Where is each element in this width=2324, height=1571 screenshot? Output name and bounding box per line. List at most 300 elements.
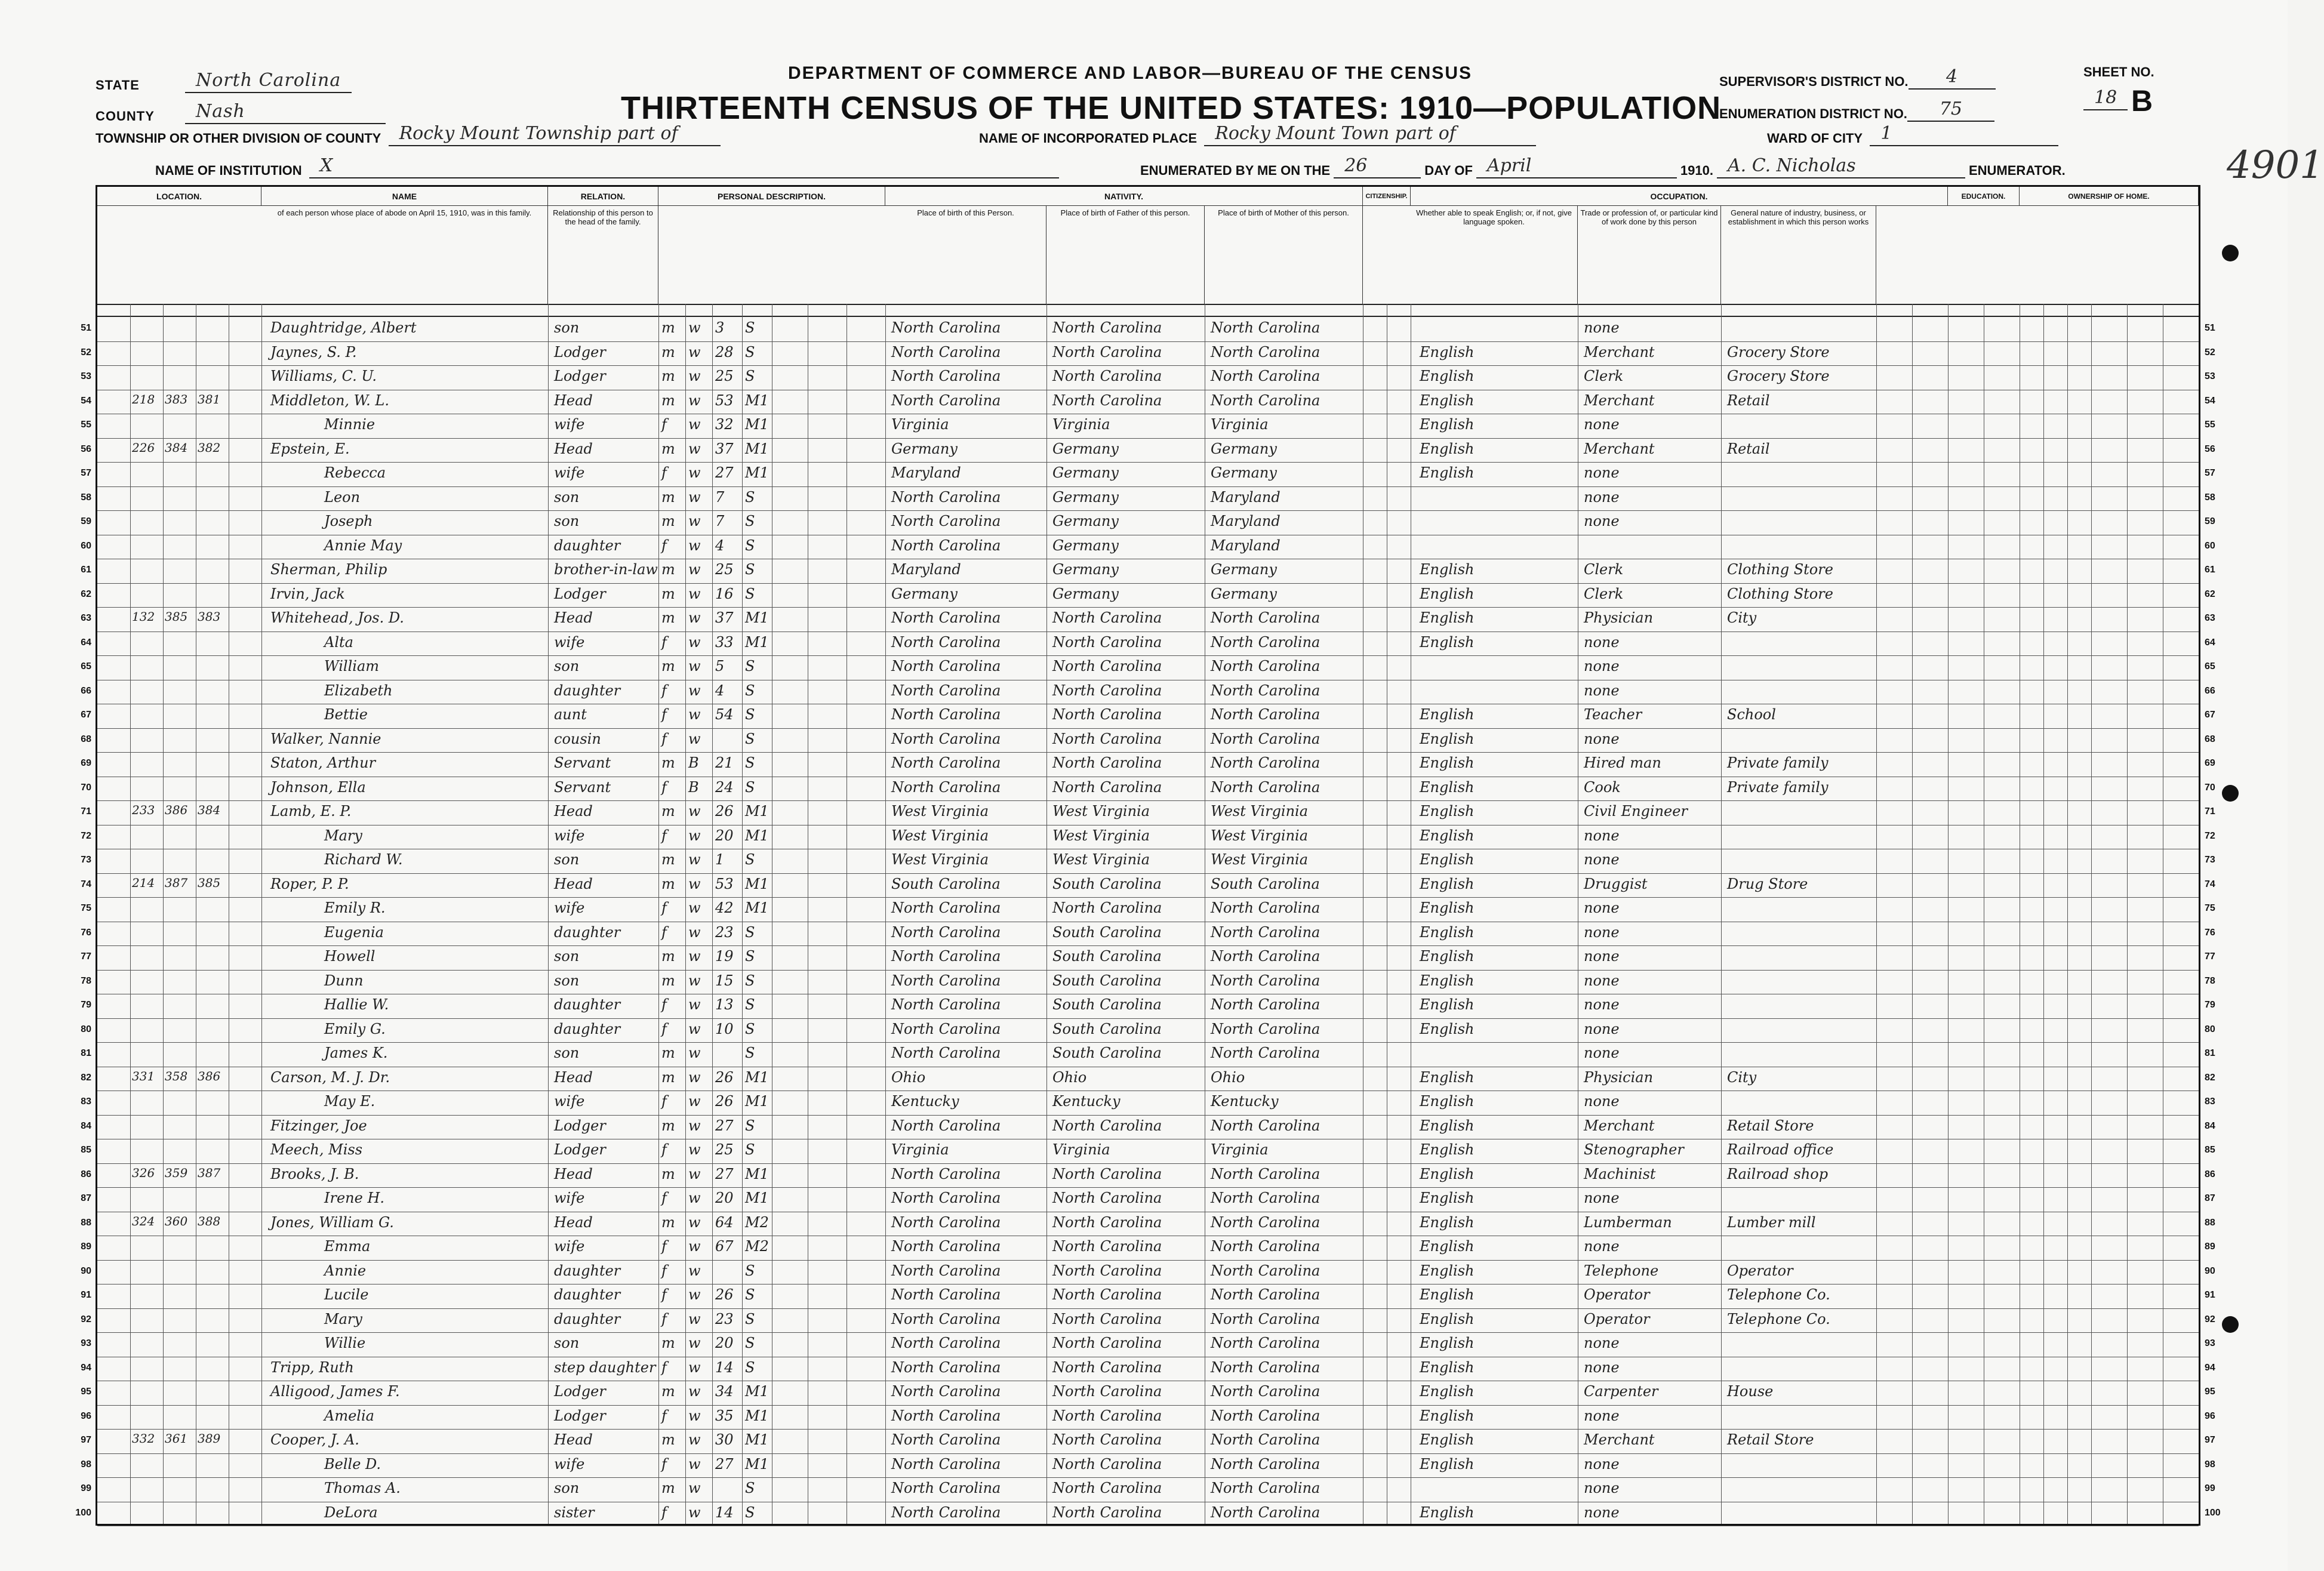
- cell-bf: Germany: [1052, 537, 1119, 554]
- cell-ms: M2: [745, 1213, 769, 1231]
- row-rule: [97, 1332, 2199, 1333]
- cell-bp: North Carolina: [891, 778, 1001, 796]
- industry-desc: General nature of industry, business, or establishment in which this person works: [1721, 206, 1876, 304]
- cell-ind: Grocery Store: [1727, 368, 1830, 384]
- cell-race: w: [688, 851, 701, 868]
- cell-ms: M1: [745, 1383, 769, 1400]
- cell-dwelling-number: 384: [165, 440, 188, 455]
- cell-bp: North Carolina: [891, 368, 1001, 384]
- cell-rel: Head: [554, 803, 593, 820]
- cell-rel: Servant: [554, 778, 611, 796]
- cell-age: 27: [715, 1165, 734, 1182]
- institution-label: NAME OF INSTITUTION: [155, 163, 302, 178]
- cell-bm: Virginia: [1211, 1141, 1269, 1158]
- column-rule: [1876, 304, 1877, 1524]
- cell-race: w: [688, 537, 701, 554]
- cell-race: w: [688, 1431, 701, 1448]
- line-number: 81: [2205, 1048, 2215, 1058]
- cell-bp: North Carolina: [891, 923, 1001, 941]
- cell-age: 20: [715, 1335, 734, 1351]
- cell-rel: daughter: [554, 1262, 621, 1279]
- cell-ms: S: [745, 488, 755, 506]
- cell-age: 33: [715, 633, 734, 651]
- line-number: 85: [2205, 1145, 2215, 1155]
- cell-age: 4: [715, 537, 725, 554]
- line-number: 82: [81, 1072, 91, 1083]
- cell-bm: North Carolina: [1211, 1238, 1320, 1255]
- cell-bm: North Carolina: [1211, 900, 1320, 916]
- year-label: 1910.: [1680, 163, 1713, 178]
- cell-age: 27: [715, 464, 734, 481]
- cell-street-number: 233: [132, 803, 155, 817]
- cell-bf: North Carolina: [1052, 900, 1162, 916]
- cell-sex: f: [661, 537, 667, 554]
- cell-bp: North Carolina: [891, 900, 1001, 916]
- cell-name: DeLora: [324, 1504, 378, 1521]
- cell-bp: North Carolina: [891, 1504, 1001, 1521]
- cell-bf: Ohio: [1052, 1068, 1087, 1086]
- cell-sex: m: [661, 1431, 675, 1448]
- cell-age: 53: [715, 392, 734, 409]
- cell-lang: English: [1420, 706, 1475, 723]
- cell-rel: Lodger: [554, 1383, 606, 1400]
- cell-lang: English: [1420, 561, 1475, 578]
- cell-trade: Hired man: [1584, 754, 1661, 771]
- cell-name: Fitzinger, Joe: [270, 1117, 367, 1134]
- cell-bf: Germany: [1052, 513, 1119, 529]
- cell-rel: daughter: [554, 1286, 621, 1303]
- cell-lang: English: [1420, 1213, 1475, 1231]
- line-number: 75: [81, 903, 91, 913]
- row-rule: [97, 583, 2199, 584]
- cell-name: Alligood, James F.: [270, 1383, 400, 1400]
- cell-age: 10: [715, 1020, 734, 1037]
- line-number: 67: [81, 710, 91, 720]
- cell-ms: S: [745, 1262, 755, 1279]
- line-number: 93: [81, 1338, 91, 1348]
- cell-name: Irene H.: [324, 1190, 385, 1206]
- cell-bp: North Carolina: [891, 1335, 1001, 1351]
- line-number: 87: [81, 1193, 91, 1203]
- cell-rel: daughter: [554, 537, 621, 554]
- cell-bf: North Carolina: [1052, 1335, 1162, 1351]
- cell-name: Richard W.: [324, 851, 403, 868]
- cell-name: Jaynes, S. P.: [270, 343, 357, 361]
- line-number: 74: [81, 879, 91, 889]
- line-number: 92: [81, 1314, 91, 1324]
- cell-name: Eugenia: [324, 923, 384, 941]
- cell-ms: S: [745, 851, 755, 868]
- cell-ind: Clothing Store: [1727, 585, 1833, 602]
- cell-bf: South Carolina: [1052, 1020, 1162, 1037]
- cell-name: Meech, Miss: [270, 1141, 363, 1158]
- line-number: 70: [2205, 782, 2215, 793]
- cell-bf: Virginia: [1052, 1141, 1110, 1158]
- cell-sex: f: [661, 1359, 667, 1376]
- cell-sex: m: [661, 392, 675, 409]
- cell-bp: North Carolina: [891, 1383, 1001, 1400]
- row-rule: [97, 1308, 2199, 1309]
- cell-sex: m: [661, 1068, 675, 1086]
- cell-age: 26: [715, 1093, 734, 1110]
- line-number: 80: [2205, 1024, 2215, 1034]
- enumeration-value: 75: [1907, 98, 1994, 122]
- cell-dwelling-number: 385: [165, 609, 188, 624]
- cell-lang: English: [1420, 392, 1475, 409]
- cell-age: 25: [715, 561, 734, 578]
- state-label: STATE: [96, 78, 140, 93]
- line-number: 91: [2205, 1290, 2215, 1300]
- line-number: 84: [2205, 1120, 2215, 1131]
- row-rule: [97, 1453, 2199, 1454]
- cell-bm: West Virginia: [1211, 827, 1309, 844]
- line-number: 89: [2205, 1242, 2215, 1252]
- cell-ms: M1: [745, 1068, 769, 1086]
- cell-lang: English: [1420, 416, 1475, 433]
- cell-race: w: [688, 923, 701, 941]
- enumerated-row: [1140, 155, 2066, 178]
- cell-ms: S: [745, 754, 755, 771]
- state-county-block: [96, 62, 386, 124]
- column-rule: [261, 304, 262, 1524]
- cell-trade: none: [1584, 633, 1620, 651]
- cell-sex: m: [661, 1213, 675, 1231]
- column-rule: [1912, 304, 1913, 1524]
- cell-family-number: 385: [198, 875, 221, 890]
- cell-race: w: [688, 488, 701, 506]
- cell-age: 37: [715, 440, 734, 457]
- cell-bf: Germany: [1052, 440, 1119, 457]
- cell-sex: f: [661, 730, 667, 747]
- cell-lang: English: [1420, 875, 1475, 892]
- punch-hole: [2222, 785, 2239, 802]
- cell-rel: Head: [554, 875, 593, 892]
- cell-name: Mary: [324, 1310, 362, 1327]
- line-number: 52: [81, 347, 91, 358]
- cell-age: 21: [715, 754, 734, 771]
- cell-bf: North Carolina: [1052, 1286, 1162, 1303]
- cell-trade: none: [1584, 1407, 1620, 1424]
- line-number: 56: [2205, 443, 2215, 454]
- cell-age: 20: [715, 1190, 734, 1206]
- cell-race: B: [688, 778, 699, 796]
- ward-label: WARD OF CITY: [1767, 131, 1863, 146]
- cell-rel: Head: [554, 440, 593, 457]
- cell-lang: English: [1420, 1020, 1475, 1037]
- cell-sex: f: [661, 1020, 667, 1037]
- cell-name: Lamb, E. P.: [270, 803, 352, 820]
- line-number: 78: [2205, 975, 2215, 986]
- cell-rel: Head: [554, 1431, 593, 1448]
- cell-race: w: [688, 368, 701, 384]
- cell-bm: North Carolina: [1211, 1262, 1320, 1279]
- cell-bp: Maryland: [891, 561, 961, 578]
- ward-row: [1767, 123, 2058, 146]
- cell-sex: m: [661, 1117, 675, 1134]
- cell-bm: North Carolina: [1211, 1190, 1320, 1206]
- cell-rel: wife: [554, 900, 585, 916]
- cell-street-number: 132: [132, 609, 155, 624]
- group-education: EDUCATION.: [1948, 187, 2020, 206]
- cell-bm: North Carolina: [1211, 923, 1320, 941]
- line-number: 54: [2205, 395, 2215, 406]
- cell-bf: South Carolina: [1052, 996, 1162, 1013]
- cell-rel: son: [554, 851, 580, 868]
- cell-rel: wife: [554, 1093, 585, 1110]
- cell-dwelling-number: 383: [165, 392, 188, 406]
- cell-lang: English: [1420, 1335, 1475, 1351]
- cell-family-number: 384: [198, 803, 221, 817]
- cell-sex: m: [661, 585, 675, 602]
- row-rule: [97, 873, 2199, 874]
- cell-race: w: [688, 464, 701, 481]
- cell-sex: f: [661, 923, 667, 941]
- cell-sex: m: [661, 488, 675, 506]
- cell-lang: English: [1420, 754, 1475, 771]
- line-number: 100: [75, 1507, 91, 1518]
- line-number: 51: [2205, 323, 2215, 333]
- cell-sex: m: [661, 1045, 675, 1061]
- cell-bf: South Carolina: [1052, 972, 1162, 989]
- state-value: North Carolina: [185, 70, 352, 93]
- row-rule: [97, 1018, 2199, 1019]
- cell-bp: North Carolina: [891, 343, 1001, 361]
- row-rule: [97, 1187, 2199, 1188]
- cell-sex: m: [661, 609, 675, 626]
- cell-bp: Maryland: [891, 464, 961, 481]
- line-number: 99: [81, 1483, 91, 1493]
- cell-name: Whitehead, Jos. D.: [270, 609, 404, 626]
- line-number: 97: [2205, 1435, 2215, 1445]
- cell-bp: North Carolina: [891, 1262, 1001, 1279]
- cell-race: w: [688, 875, 701, 892]
- cell-bp: West Virginia: [891, 827, 989, 844]
- line-number: 98: [81, 1459, 91, 1470]
- cell-trade: none: [1584, 923, 1620, 941]
- line-number: 86: [2205, 1169, 2215, 1179]
- row-rule: [97, 1042, 2199, 1043]
- cell-rel: daughter: [554, 996, 621, 1013]
- cell-race: w: [688, 827, 701, 844]
- line-number: 67: [2205, 710, 2215, 720]
- cell-sex: f: [661, 464, 667, 481]
- cell-ind: City: [1727, 609, 1757, 626]
- cell-race: w: [688, 730, 701, 747]
- cell-lang: English: [1420, 609, 1475, 626]
- cell-bp: South Carolina: [891, 875, 1001, 892]
- cell-bm: North Carolina: [1211, 1310, 1320, 1327]
- cell-bf: North Carolina: [1052, 1238, 1162, 1255]
- cell-ms: S: [745, 319, 755, 336]
- cell-ind: Railroad shop: [1727, 1165, 1829, 1182]
- line-number: 99: [2205, 1483, 2215, 1493]
- cell-race: w: [688, 1262, 701, 1279]
- cell-street-number: 332: [132, 1431, 155, 1446]
- row-rule: [97, 462, 2199, 463]
- cell-lang: English: [1420, 996, 1475, 1013]
- cell-rel: step daughter: [554, 1359, 656, 1376]
- cell-bf: South Carolina: [1052, 948, 1162, 965]
- column-number-row: [97, 304, 2199, 317]
- cell-age: 67: [715, 1238, 734, 1255]
- cell-ms: M2: [745, 1238, 769, 1255]
- cell-rel: son: [554, 1480, 580, 1496]
- cell-ind: Grocery Store: [1727, 343, 1830, 361]
- cell-bp: North Carolina: [891, 1117, 1001, 1134]
- cell-rel: Head: [554, 392, 593, 409]
- cell-ms: M1: [745, 900, 769, 916]
- cell-bp: North Carolina: [891, 319, 1001, 336]
- cell-age: 35: [715, 1407, 734, 1424]
- line-number: 70: [81, 782, 91, 793]
- cell-name: Leon: [324, 488, 361, 506]
- cell-race: w: [688, 948, 701, 965]
- cell-rel: daughter: [554, 923, 621, 941]
- cell-bf: North Carolina: [1052, 633, 1162, 651]
- cell-bm: Germany: [1211, 585, 1277, 602]
- cell-ms: S: [745, 1117, 755, 1134]
- cell-ind: Private family: [1727, 754, 1829, 771]
- column-rule: [712, 304, 713, 1524]
- cell-ms: S: [745, 343, 755, 361]
- cell-lang: English: [1420, 730, 1475, 747]
- cell-bm: West Virginia: [1211, 803, 1309, 820]
- cell-name: Lucile: [324, 1286, 369, 1303]
- row-rule: [97, 486, 2199, 487]
- cell-rel: Head: [554, 609, 593, 626]
- cell-sex: f: [661, 1286, 667, 1303]
- cell-name: Rebecca: [324, 464, 386, 481]
- cell-sex: f: [661, 1262, 667, 1279]
- cell-bf: Virginia: [1052, 416, 1110, 433]
- cell-name: James K.: [324, 1045, 388, 1061]
- cell-sex: f: [661, 1141, 667, 1158]
- line-number: 88: [81, 1217, 91, 1228]
- cell-sex: m: [661, 754, 675, 771]
- line-number: 65: [2205, 661, 2215, 671]
- cell-sex: f: [661, 827, 667, 844]
- cell-bm: North Carolina: [1211, 778, 1320, 796]
- cell-name: William: [324, 658, 380, 674]
- relation-column-desc: Relationship of this person to the head of the family.: [548, 206, 658, 304]
- cell-bm: West Virginia: [1211, 851, 1309, 868]
- cell-name: Amelia: [324, 1407, 374, 1424]
- row-rule: [97, 1163, 2199, 1164]
- cell-bm: Ohio: [1211, 1068, 1245, 1086]
- cell-race: w: [688, 633, 701, 651]
- cell-race: w: [688, 1141, 701, 1158]
- cell-bp: North Carolina: [891, 972, 1001, 989]
- cell-age: 7: [715, 488, 725, 506]
- cell-rel: wife: [554, 1455, 585, 1473]
- cell-bm: North Carolina: [1211, 1504, 1320, 1521]
- cell-age: 4: [715, 682, 725, 699]
- cell-sex: m: [661, 440, 675, 457]
- cell-rel: sister: [554, 1504, 595, 1521]
- cell-age: 20: [715, 827, 734, 844]
- cell-sex: m: [661, 368, 675, 384]
- line-number: 91: [81, 1290, 91, 1300]
- cell-age: 53: [715, 875, 734, 892]
- district-block: [1719, 57, 1996, 122]
- cell-lang: English: [1420, 585, 1475, 602]
- cell-sex: f: [661, 1093, 667, 1110]
- cell-race: w: [688, 1020, 701, 1037]
- cell-ind: Railroad office: [1727, 1141, 1834, 1158]
- language-desc: Whether able to speak English; or, if not, give language spoken.: [1411, 206, 1578, 304]
- cell-ms: S: [745, 658, 755, 674]
- cell-bf: Germany: [1052, 488, 1119, 506]
- cell-bp: North Carolina: [891, 1045, 1001, 1061]
- cell-bp: North Carolina: [891, 996, 1001, 1013]
- line-number: 83: [81, 1096, 91, 1107]
- cell-rel: Lodger: [554, 585, 606, 602]
- line-number: 59: [2205, 516, 2215, 526]
- cell-rel: son: [554, 1045, 580, 1061]
- cell-lang: English: [1420, 803, 1475, 820]
- cell-name: Emma: [324, 1238, 371, 1255]
- line-number: 79: [81, 1000, 91, 1010]
- cell-race: w: [688, 1455, 701, 1473]
- cell-name: Dunn: [324, 972, 364, 989]
- row-rule: [97, 1115, 2199, 1116]
- cell-sex: f: [661, 996, 667, 1013]
- cell-ms: M1: [745, 1407, 769, 1424]
- cell-ind: Drug Store: [1727, 875, 1808, 892]
- cell-bf: North Carolina: [1052, 1359, 1162, 1376]
- cell-age: 27: [715, 1455, 734, 1473]
- line-number: 90: [2205, 1265, 2215, 1276]
- cell-bm: North Carolina: [1211, 1359, 1320, 1376]
- cell-rel: son: [554, 513, 580, 529]
- cell-ms: S: [745, 1310, 755, 1327]
- cell-age: 3: [715, 319, 725, 336]
- cell-name: Mary: [324, 827, 362, 844]
- page-title: THIRTEENTH CENSUS OF THE UNITED STATES: 1910—POPULATION: [621, 90, 1722, 126]
- supervisor-label: SUPERVISOR'S DISTRICT NO.: [1719, 74, 1909, 89]
- cell-bf: North Carolina: [1052, 392, 1162, 409]
- cell-age: 54: [715, 706, 734, 723]
- cell-race: w: [688, 440, 701, 457]
- cell-race: w: [688, 1359, 701, 1376]
- cell-race: w: [688, 416, 701, 433]
- row-rule: [97, 607, 2199, 608]
- row-rule: [97, 365, 2199, 366]
- cell-family-number: 386: [198, 1068, 221, 1083]
- cell-ms: S: [745, 972, 755, 989]
- column-rule: [2127, 304, 2128, 1524]
- cell-ms: M1: [745, 440, 769, 457]
- cell-name: Annie May: [324, 537, 402, 554]
- cell-trade: Operator: [1584, 1310, 1650, 1327]
- cell-bm: Maryland: [1211, 488, 1280, 506]
- cell-trade: Cook: [1584, 778, 1621, 796]
- cell-sex: m: [661, 803, 675, 820]
- cell-bm: North Carolina: [1211, 754, 1320, 771]
- cell-street-number: 218: [132, 392, 155, 406]
- incorporated-row: [979, 123, 1536, 146]
- birth-father-desc: Place of birth of Father of this person.: [1046, 206, 1205, 304]
- cell-race: w: [688, 1383, 701, 1400]
- cell-bp: North Carolina: [891, 948, 1001, 965]
- cell-race: w: [688, 1310, 701, 1327]
- line-number: 85: [81, 1145, 91, 1155]
- cell-ind: Retail: [1727, 392, 1770, 409]
- line-number: 78: [81, 975, 91, 986]
- cell-race: w: [688, 1093, 701, 1110]
- cell-race: w: [688, 1480, 701, 1496]
- line-number: 66: [2205, 685, 2215, 696]
